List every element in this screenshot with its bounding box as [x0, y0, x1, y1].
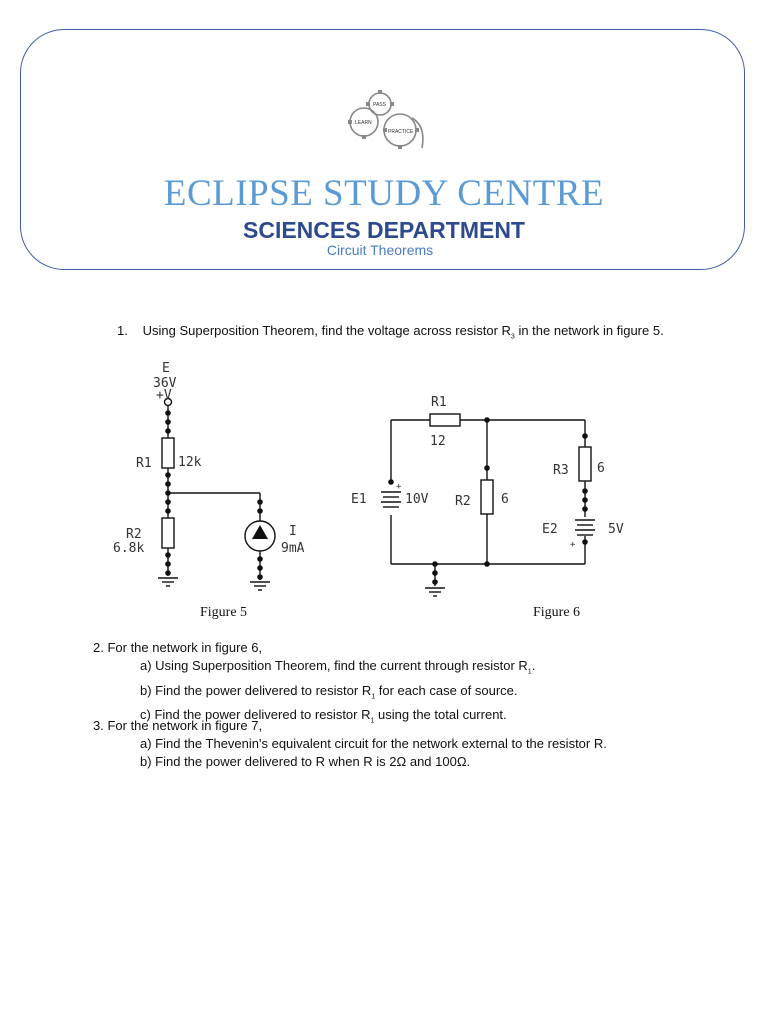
- fig5-current-name: I: [289, 524, 297, 539]
- question-2-a-end: .: [531, 658, 536, 673]
- question-2-c-end: using the total current.: [378, 707, 507, 723]
- figure-6-caption: Figure 6: [533, 605, 581, 620]
- fig6-r1-name: R1: [431, 395, 447, 410]
- fig5-r2-value: 6.8k: [113, 541, 145, 556]
- department-title: SCIENCES DEPARTMENT: [243, 217, 525, 243]
- topic-subtitle: Circuit Theorems: [326, 242, 434, 258]
- logo-word-practice: PRACTICE: [388, 129, 414, 135]
- fig6-r2-value: 6: [501, 492, 509, 507]
- logo-word-learn: LEARN: [355, 120, 372, 126]
- question-1: [117, 323, 664, 341]
- fig6-e2-name: E2: [542, 522, 558, 537]
- question-2-a-sub: 1: [527, 668, 532, 676]
- question-3-intro: 3. For the network in figure 7,: [93, 718, 263, 733]
- fig5-r1-value: 12k: [178, 455, 202, 470]
- question-2-intro: 2. For the network in figure 6,: [93, 640, 263, 655]
- svg-text:+: +: [396, 482, 402, 492]
- fig5-r1-name: R1: [136, 456, 152, 471]
- fig5-r2-name: R2: [126, 527, 142, 542]
- question-2-part-a: [93, 657, 535, 682]
- question-2-c-text: c) Find the power delivered to resistor R: [140, 707, 371, 723]
- svg-text:+: +: [570, 540, 576, 550]
- fig5-source-value: 36V: [153, 376, 177, 391]
- figure-5-caption: Figure 5: [200, 605, 248, 620]
- question-1-text-before: Using Superposition Theorem, find the voltage across resistor R: [142, 323, 511, 338]
- fig5-source-name: E: [162, 361, 170, 376]
- fig6-r1-value: 12: [430, 434, 446, 449]
- fig6-e1-value: 10V: [405, 492, 429, 507]
- question-1-text-after: in the network in figure 5.: [518, 323, 664, 338]
- question-1-number: 1.: [117, 323, 128, 338]
- question-1-subscript: 3: [510, 333, 515, 341]
- question-2-a-text: a) Using Superposition Theorem, find the current through resistor R: [140, 658, 528, 673]
- question-3-part-b: b) Find the power delivered to R when R is 2Ω and 100Ω.: [140, 754, 471, 769]
- fig5-current-value: 9mA: [281, 541, 305, 556]
- fig6-e2-value: 5V: [608, 522, 624, 537]
- fig6-e1-name: E1: [351, 492, 367, 507]
- question-3-part-a: a) Find the Thevenin's equivalent circuit for the network external to the resistor R.: [140, 736, 607, 751]
- question-2-b-end: for each case of source.: [378, 682, 518, 698]
- figure-6-circuit: [345, 390, 635, 605]
- fig6-r3-name: R3: [553, 463, 569, 478]
- question-3: [93, 717, 607, 771]
- fig5-source-node: +V: [156, 388, 172, 403]
- question-2-c-sub: 1: [370, 717, 375, 725]
- fig6-r2-name: R2: [455, 494, 471, 509]
- question-2-part-b: [93, 682, 535, 707]
- fig6-r3-value: 6: [597, 461, 605, 476]
- question-2-b-sub: 1: [371, 693, 376, 701]
- figure-5-circuit: [105, 358, 320, 608]
- logo-word-pass: PASS: [373, 102, 386, 108]
- question-2-b-text: b) Find the power delivered to resistor R: [140, 682, 372, 698]
- centre-title: ECLIPSE STUDY CENTRE: [163, 173, 605, 214]
- gears-logo: [340, 88, 436, 152]
